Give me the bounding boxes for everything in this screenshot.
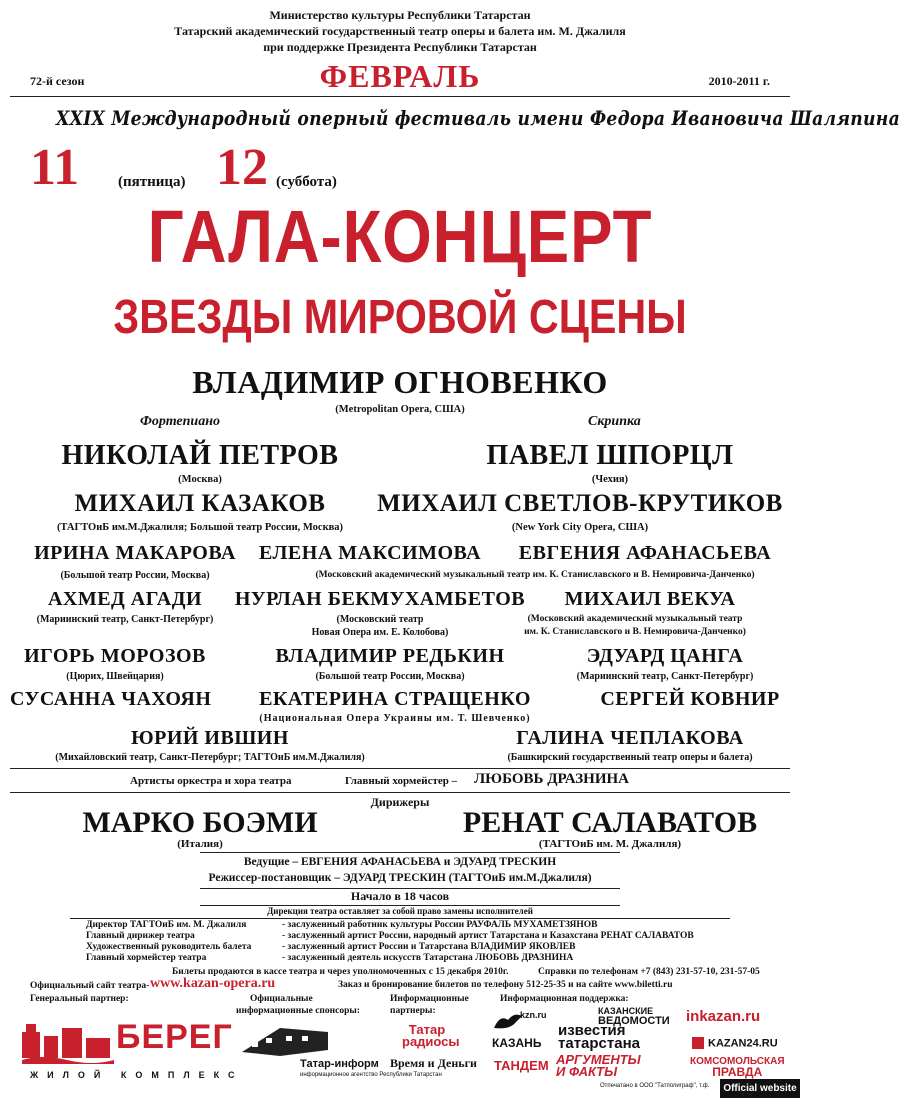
chorus-master-label: Главный хормейстер – [345, 775, 458, 787]
tandem-logo: ТАНДЕМ [494, 1058, 549, 1073]
artist-kazakov: МИХАИЛ КАЗАКОВ [74, 490, 326, 517]
replacement-notice: Дирекция театра оставляет за собой право замены исполнителей [267, 906, 533, 916]
artist-ivshin: ЮРИЙ ИВШИН [131, 727, 289, 749]
tatinform-text: Татар-информ [300, 1058, 379, 1070]
date-12-day: (суббота) [276, 174, 337, 190]
kazan24-square-icon [692, 1037, 704, 1049]
conductor-salavatov-place: (ТАГТОиБ им. М. Джалиля) [538, 838, 682, 850]
site-link[interactable]: www.kazan-opera.ru [150, 976, 276, 991]
vremya-logo: Время и Деньги [390, 1056, 477, 1070]
director-line: Режиссер-постановщик – ЭДУАРД ТРЕСКИН (ТАГТОиБ им.М.Джалиля) [208, 872, 592, 884]
kazan-text: КАЗАНЬ [492, 1036, 542, 1050]
kazan-logo [492, 1010, 547, 1050]
artist-shporcl-place: (Чехия) [591, 474, 629, 485]
artist-petrov-place: (Москва) [178, 474, 222, 485]
bereg-building-icon [22, 1018, 114, 1064]
artist-svetlov-place: (New York City Opera, США) [511, 522, 649, 533]
kp-text-1: КОМСОМОЛЬСКАЯ [690, 1056, 785, 1067]
artist-strashchenko-place: (Национальная Опера Украины им. Т. Шевченко) [259, 713, 531, 724]
staff-role-ballet: Художественный руководитель балета [86, 942, 252, 952]
izvestia-logo [558, 1024, 640, 1050]
general-partner-label: Генеральный партнер: [30, 994, 129, 1004]
artist-kazakov-place: (ТАГТОиБ им.М.Джалиля; Большой театр России, Москва) [56, 522, 344, 533]
conductor-boemi: МАРКО БОЭМИ [82, 806, 318, 839]
artist-tsanga-place: (Мариинский театр, Санкт-Петербург) [576, 671, 754, 682]
site-label: Официальный сайт театра- [30, 981, 150, 991]
kazan24-logo [692, 1034, 778, 1052]
kzn-text: kzn.ru [520, 1010, 547, 1020]
gala-subtitle: ЗВЕЗДЫ МИРОВОЙ СЦЕНЫ [113, 291, 687, 344]
sponsors-label-2: информационные спонсоры: [236, 1006, 360, 1016]
vedomosti-text-1: КАЗАНСКИЕ [598, 1006, 654, 1016]
info-partners-label-1: Информационные [390, 994, 469, 1004]
festival-title: XXIX Международный оперный фестиваль имени Федора Ивановича Шаляпина [56, 106, 900, 130]
sponsors-label-1: Официальные [250, 994, 313, 1004]
artist-makarova: ИРИНА МАКАРОВА [34, 542, 236, 564]
piano-label: Фортепиано [140, 414, 220, 429]
ministry-line: Министерство культуры Республики Татарстан [269, 8, 531, 22]
artist-svetlov: МИХАИЛ СВЕТЛОВ-КРУТИКОВ [377, 490, 783, 517]
conductor-boemi-place: (Италия) [177, 838, 223, 850]
aif-text-1: АРГУМЕНТЫ [556, 1052, 641, 1067]
info-partners-label-2: партнеры: [390, 1006, 436, 1016]
artist-agadi: АХМЕД АГАДИ [47, 588, 203, 610]
rule-artists [10, 768, 790, 769]
support-line: при поддержке Президента Республики Татарстан [263, 40, 537, 54]
years-label: 2010-2011 г. [708, 74, 770, 88]
artist-vekua-place1: (Московский академический музыкальный театр [527, 614, 743, 624]
stanislavsky-place: (Московский академический музыкальный театр им. К. Станиславского и В. Немировича-Данченко) [315, 570, 755, 580]
artist-cheplakova-place: (Башкирский государственный театр оперы и балета) [507, 752, 753, 763]
headliner-place: (Metropolitan Opera, США) [335, 404, 465, 415]
month-title: ФЕВРАЛЬ [319, 58, 481, 94]
artist-redkin: ВЛАДИМИР РЕДЬКИН [275, 645, 505, 667]
violin-label: Скрипка [588, 414, 641, 429]
artist-petrov: НИКОЛАЙ ПЕТРОВ [61, 440, 339, 471]
bereg-text: БЕРЕГ [116, 1018, 233, 1056]
printed-by: Отпечатано в ООО "Татполиграф", т.ф. [600, 1083, 710, 1089]
kazan24-text: KAZAN24.RU [708, 1037, 778, 1050]
artist-bekmukhambetov-place2: Новая Опера им. Е. Колобова) [311, 627, 449, 638]
rule-notice [70, 918, 730, 919]
kp-logo [690, 1056, 785, 1078]
bereg-logo [22, 1014, 232, 1064]
artist-ivshin-place: (Михайловский театр, Санкт-Петербург; ТАГТОиБ им.М.Джалиля) [55, 752, 365, 763]
staff-desc-chorus: - заслуженный деятель искусств Татарстана ЛЮБОВЬ ДРАЗНИНА [282, 953, 574, 963]
season-label: 72-й сезон [30, 74, 85, 88]
rule-conductors [200, 852, 620, 853]
artist-redkin-place: (Большой театр России, Москва) [315, 671, 465, 682]
date-11-day: (пятница) [118, 174, 186, 190]
bereg-subtext: ЖИЛОЙ КОМПЛЕКС [30, 1070, 244, 1080]
staff-desc-ballet: - заслуженный артист России и Татарстана ВЛАДИМИР ЯКОВЛЕВ [282, 942, 576, 952]
artist-agadi-place: (Мариинский театр, Санкт-Петербург) [36, 614, 214, 625]
phones-line: Справки по телефонам +7 (843) 231-57-10, 231-57-05 [538, 967, 760, 977]
tatinform-film-icon [240, 1022, 330, 1058]
artist-shporcl: ПАВЕЛ ШПОРЦЛ [486, 440, 734, 471]
official-website-badge[interactable]: Official website [720, 1079, 800, 1098]
orchestra-label: Артисты оркестра и хора театра [130, 775, 292, 787]
tatar-radio-logo: Татар радиосы [402, 1022, 460, 1049]
date-12: 12 [216, 139, 268, 196]
tatinform-subtext: информационное агентство Республики Татарстан [300, 1072, 442, 1078]
artist-morozov: ИГОРЬ МОРОЗОВ [24, 645, 206, 667]
artist-bekmukhambetov-place1: (Московский театр [336, 614, 424, 625]
artist-vekua-place2: им. К. Станиславского и В. Немировича-Данченко) [524, 627, 746, 637]
chorus-master-name: ЛЮБОВЬ ДРАЗНИНА [474, 771, 629, 787]
artist-maksimova: ЕЛЕНА МАКСИМОВА [258, 542, 482, 564]
artist-bekmukhambetov: НУРЛАН БЕКМУХАМБЕТОВ [234, 588, 526, 610]
date-11: 11 [30, 139, 80, 196]
theatre-line: Татарский академический государственный театр оперы и балета им. М. Джалиля [174, 24, 626, 38]
artist-cheplakova: ГАЛИНА ЧЕПЛАКОВА [516, 727, 744, 749]
artist-afanaseva: ЕВГЕНИЯ АФАНАСЬЕВА [518, 542, 772, 564]
izvestia-text-1: известия [558, 1022, 626, 1039]
headliner-name: ВЛАДИМИР ОГНОВЕНКО [192, 364, 608, 400]
artist-vekua: МИХАИЛ ВЕКУА [564, 588, 736, 610]
artist-morozov-place: (Цюрих, Швейцария) [66, 671, 164, 682]
artist-chakhoyan: СУСАННА ЧАХОЯН [10, 688, 212, 710]
info-support-label: Информационная поддержка: [500, 994, 629, 1004]
rule-orchestra [10, 792, 790, 793]
booking-line: Заказ и бронирование билетов по телефону 512-25-35 и на сайте www.biletti.ru [338, 980, 673, 990]
artist-makarova-place: (Большой театр России, Москва) [60, 570, 210, 581]
vedomosti-logo [598, 1006, 670, 1026]
hosts-line: Ведущие – ЕВГЕНИЯ АФАНАСЬЕВА и ЭДУАРД ТРЕСКИН [243, 856, 557, 868]
izvestia-text-2: татарстана [558, 1035, 640, 1052]
staff-desc-director: - заслуженный работник культуры России РАУФАЛЬ МУХАМЕТЗЯНОВ [282, 920, 598, 930]
header-rule [10, 96, 790, 97]
start-time: Начало в 18 часов [350, 889, 450, 903]
artist-strashchenko: ЕКАТЕРИНА СТРАЩЕНКО [259, 688, 531, 710]
aif-logo [556, 1054, 641, 1078]
staff-desc-conductor: - заслуженный артист России, народный артист Татарстана и Казахстана РЕНАТ САЛАВАТОВ [282, 931, 694, 941]
aif-text-2: И ФАКТЫ [556, 1064, 618, 1079]
artist-kovnir: СЕРГЕЙ КОВНИР [600, 688, 780, 710]
artist-tsanga: ЭДУАРД ЦАНГА [586, 645, 744, 667]
staff-role-chorus: Главный хормейстер театра [86, 953, 207, 963]
vedomosti-text-2: ВЕДОМОСТИ [598, 1015, 670, 1027]
staff-role-conductor: Главный дирижер театра [86, 931, 195, 941]
kp-text-2: ПРАВДА [712, 1065, 763, 1079]
gala-title: ГАЛА-КОНЦЕРТ [147, 195, 653, 278]
conductor-salavatov: РЕНАТ САЛАВАТОВ [462, 806, 758, 839]
staff-role-director: Директор ТАГТОиБ им. М. Джалиля [86, 920, 247, 930]
inkazan-logo: inkazan.ru [686, 1008, 761, 1025]
conductors-label: Дирижеры [370, 795, 430, 809]
tickets-line: Билеты продаются в кассе театра и через уполномоченных с 15 декабря 2010г. [172, 967, 509, 977]
